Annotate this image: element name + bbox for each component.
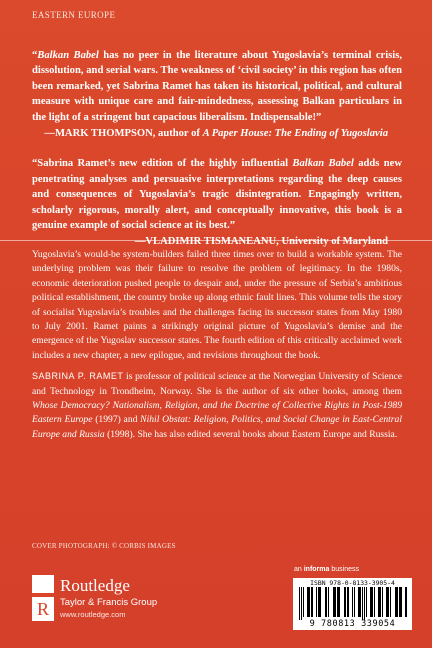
quote-book-title: Balkan Babel (37, 50, 99, 61)
endorsement-attribution: —VLADIMIR TISMANEANU, University of Maryland (134, 236, 388, 248)
book-description (32, 248, 402, 442)
isbn-barcode (293, 578, 412, 630)
bio-book-title: Whose Democracy? Nationalism, Religion, and the Doctrine of Collective Rights in Post-1989 Eastern Europe (32, 400, 402, 426)
bio-text: is professor of political science at the Norwegian University of Science and Technology in Trondheim, Norway. She is the author of six other books, among them (32, 371, 403, 397)
barcode-icon (298, 587, 407, 620)
author-bio (32, 369, 402, 442)
publisher-group: Taylor & Francis Group (60, 597, 158, 608)
publisher-name: Routledge (60, 576, 130, 595)
quote-lead: “Sabrina Ramet’s new edition of the highly influential (32, 158, 293, 170)
section-divider (0, 240, 432, 241)
cover-credit: COVER PHOTOGRAPH: © CORBIS IMAGES (32, 542, 176, 550)
attribution-work: A Paper House: The Ending of Yugoslavia (202, 128, 388, 140)
logo-letter: R (36, 599, 50, 619)
quote-text: adds new penetrating analyses and persuasive interpretations regarding the deep causes and consequences of Yugoslavia’s tragic disintegration. Engagingly written, scholarly rigorous, morally alert, and conceptually innovative, this book is a genuine example of social science at its best.” (32, 158, 403, 232)
bio-text: (1998). She has also edited several books about Eastern Europe and Russia. (104, 428, 398, 440)
routledge-logo-icon (32, 575, 54, 621)
category-label: EASTERN EUROPE (32, 10, 116, 20)
endorsement-attribution (32, 126, 388, 141)
informa-tagline: an informa business (294, 566, 359, 573)
bio-book-title: Nihil Obstat: Religion, Politics, and Social Change in East-Central Europe and Russia (32, 414, 402, 440)
description-paragraph: Yugoslavia’s would-be system-builders failed three times over to build a workable system. The underlying problem was their failure to resolve the problem of legitimacy. In the 1980s, economic deterioration pushed people to despair and, under the pressure of Serbia’s ambitious political establishment, the country broke up along ethnic fault lines. This volume tells the story of socialist Yugoslavia’s troubles and the challenges facing its successor states from May 1980 to July 2001. Ramet paints a strikingly original picture of Yugoslavia’s demise and the emergence of the Yugoslav successor states. The fourth edition of this critically acclaimed work includes a new chapter, a new epilogue, and revisions throughout the book. (32, 249, 402, 361)
endorsement-quote: “Balkan Babel has no peer in the literature about Yugoslavia’s terminal crisis, dissolution, and serial wars. The weakness of ‘civil society’ in this region has often been remarked, yet Sabrina Ramet has taken its historical, political, and cultural measure with unique care and fair-mindedness, assessing Balkan particulars in the light of a stringent but capacious liberalism. Indispensable!” (32, 50, 402, 123)
barcode-digits: 9 780813 339054 (309, 619, 396, 629)
publisher-logo (32, 575, 192, 625)
isbn-label: ISBN 978-0-8133-3905-4 (310, 579, 395, 587)
bio-text: (1997) and (92, 414, 141, 426)
author-name: SABRINA P. RAMET (32, 371, 124, 382)
attribution-name: —MARK THOMPSON, author of (44, 128, 203, 140)
quote-text: has no peer in the literature about Yugoslavia’s terminal crisis, dissolution, and serial wars. The weakness of ‘civil society’ in this region has often been remarked, yet Sabrina Ramet has taken its historical, political, and cultural measure with unique care and fair-mindedness, assessing Balkan particulars in the light of a stringent but capacious liberalism. Indispensable!” (32, 50, 402, 123)
quote-book-title: Balkan Babel (292, 158, 354, 170)
endorsements (32, 48, 402, 265)
publisher-url: www.routledge.com (60, 610, 126, 619)
endorsement-quote (32, 156, 402, 233)
